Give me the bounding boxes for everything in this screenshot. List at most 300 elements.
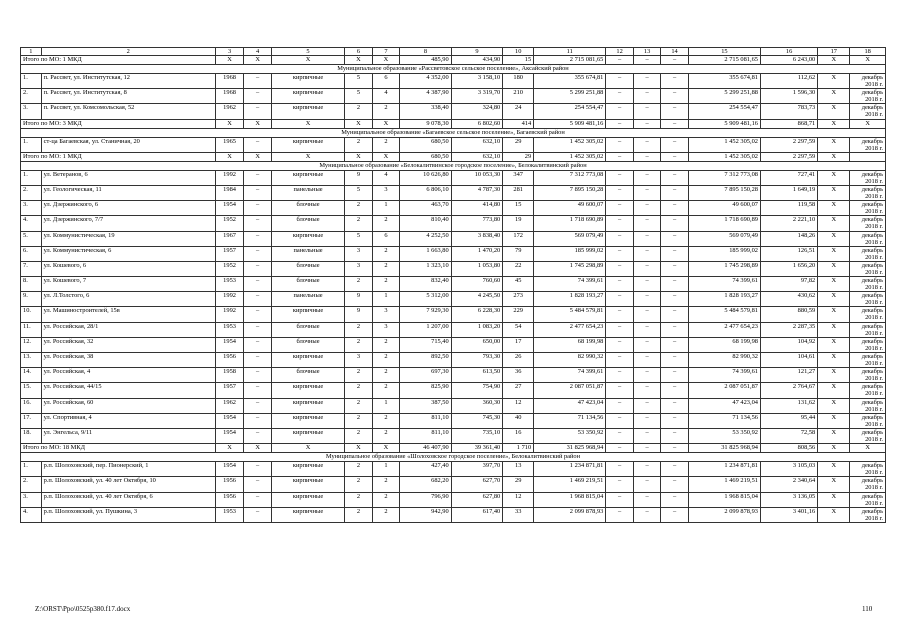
cost-regional: – [633,462,660,477]
floors: 2 [345,477,372,492]
building-row [21,137,886,152]
address: ул. Российская, 38 [41,353,215,368]
total-cell: 808,56 [760,444,817,453]
completion-date: декабрь 2018 г. [850,368,886,383]
year-built: 1992 [215,292,244,307]
residents: 347 [503,170,534,185]
cost-owners: 569 079,49 [688,231,760,246]
cost-regional: – [633,185,660,200]
total-cost: 254 554,47 [534,104,606,119]
total-area: 1 323,10 [400,261,452,276]
cost-federal: – [606,231,633,246]
entrances: 1 [372,292,399,307]
completion-date: декабрь 2018 г. [850,492,886,507]
row-number: 15. [21,383,42,398]
limit-cost: X [818,383,850,398]
total-area: 796,90 [400,492,452,507]
cost-per-sqm: 880,59 [760,307,817,322]
residential-area: 10 053,30 [451,170,503,185]
total-area: 4 352,00 [400,74,452,89]
municipality-section-row [21,453,886,462]
column-number: 1 [21,48,42,56]
cost-owners: 1 452 305,02 [688,137,760,152]
building-row [21,507,886,522]
residents: 29 [503,477,534,492]
year-built: 1953 [215,507,244,522]
cost-local: – [661,89,688,104]
cost-per-sqm: 2 764,67 [760,383,817,398]
cost-federal: – [606,104,633,119]
cost-per-sqm: 2 221,10 [760,216,817,231]
completion-date: декабрь 2018 г. [850,307,886,322]
entrances: 2 [372,507,399,522]
residents: 273 [503,292,534,307]
building-row [21,261,886,276]
cost-local: – [661,477,688,492]
wall-material: кирпичные [271,74,344,89]
cost-regional: – [633,261,660,276]
row-number: 9. [21,292,42,307]
year-commissioned: – [244,74,271,89]
wall-material: блочные [271,322,344,337]
wall-material: блочные [271,216,344,231]
cost-local: – [661,292,688,307]
year-built: 1967 [215,231,244,246]
cost-federal: – [606,74,633,89]
residents: 45 [503,277,534,292]
cost-owners: 185 999,02 [688,246,760,261]
cost-federal: – [606,462,633,477]
entrances: 1 [372,398,399,413]
residents: 210 [503,89,534,104]
total-cell: X [345,56,372,65]
cost-per-sqm: 95,44 [760,413,817,428]
building-row [21,185,886,200]
total-cost: 2 099 878,93 [534,507,606,522]
building-row [21,307,886,322]
completion-date: декабрь 2018 г. [850,462,886,477]
year-commissioned: – [244,89,271,104]
cost-per-sqm: 119,58 [760,201,817,216]
column-number: 13 [633,48,660,56]
year-commissioned: – [244,307,271,322]
cost-owners: 2 099 878,93 [688,507,760,522]
total-area: 463,70 [400,201,452,216]
limit-cost: X [818,322,850,337]
address: ул. Дзержинского, 7/7 [41,216,215,231]
residential-area: 397,70 [451,462,503,477]
total-cell: 868,71 [760,119,817,128]
limit-cost: X [818,185,850,200]
year-built: 1954 [215,428,244,443]
completion-date: декабрь 2018 г. [850,428,886,443]
completion-date: декабрь 2018 г. [850,170,886,185]
cost-federal: – [606,398,633,413]
total-cell: X [271,119,344,128]
cost-owners: 53 350,92 [688,428,760,443]
cost-per-sqm: 1 656,20 [760,261,817,276]
address: ул. Ветеранов, 6 [41,170,215,185]
total-label: Итого по МО: 1 МКД [21,152,216,161]
floors: 2 [345,322,372,337]
residents: 33 [503,507,534,522]
total-cell: 1 452 305,02 [534,152,606,161]
building-row [21,353,886,368]
building-row [21,74,886,89]
wall-material: кирпичные [271,477,344,492]
building-row [21,398,886,413]
residential-area: 735,10 [451,428,503,443]
residential-area: 613,50 [451,368,503,383]
cost-regional: – [633,413,660,428]
row-number: 11. [21,322,42,337]
cost-per-sqm: 430,62 [760,292,817,307]
total-area: 697,30 [400,368,452,383]
cost-federal: – [606,492,633,507]
total-cell: 414 [503,119,534,128]
year-commissioned: – [244,337,271,352]
residential-area: 4 245,50 [451,292,503,307]
residents: 172 [503,231,534,246]
wall-material: блочные [271,368,344,383]
building-row [21,246,886,261]
cost-federal: – [606,428,633,443]
cost-local: – [661,137,688,152]
completion-date: декабрь 2018 г. [850,292,886,307]
building-row [21,477,886,492]
municipality-title: Муниципальное образование «Багаевское сельское поселение», Багаевский район [21,128,886,137]
wall-material: блочные [271,201,344,216]
page-number: 110 [862,605,873,613]
municipality-title: Муниципальное образование «Белокалитвинское городское поселение», Белокалитвинский район [21,161,886,170]
total-cost: 47 423,04 [534,398,606,413]
total-cell: 31 825 968,94 [534,444,606,453]
floors: 3 [345,246,372,261]
total-cell: 1 452 305,02 [688,152,760,161]
entrances: 2 [372,137,399,152]
cost-owners: 47 423,04 [688,398,760,413]
total-cost: 82 990,32 [534,353,606,368]
total-area: 680,50 [400,137,452,152]
total-cost: 1 968 815,04 [534,492,606,507]
total-cell: – [606,119,633,128]
limit-cost: X [818,170,850,185]
year-commissioned: – [244,428,271,443]
column-number: 6 [345,48,372,56]
limit-cost: X [818,74,850,89]
residential-area: 414,80 [451,201,503,216]
total-area: 942,90 [400,507,452,522]
cost-owners: 2 477 654,23 [688,322,760,337]
wall-material: кирпичные [271,413,344,428]
cost-per-sqm: 1 649,19 [760,185,817,200]
completion-date: декабрь 2018 г. [850,353,886,368]
floors: 9 [345,170,372,185]
total-cell: 5 909 481,16 [534,119,606,128]
floors: 2 [345,137,372,152]
year-commissioned: – [244,492,271,507]
year-commissioned: – [244,462,271,477]
total-area: 715,40 [400,337,452,352]
floors: 5 [345,74,372,89]
total-cell: X [271,152,344,161]
completion-date: декабрь 2018 г. [850,507,886,522]
column-number: 11 [534,48,606,56]
total-cell: X [215,56,244,65]
cost-regional: – [633,353,660,368]
cost-regional: – [633,428,660,443]
building-row [21,337,886,352]
completion-date: декабрь 2018 г. [850,89,886,104]
cost-per-sqm: 3 136,05 [760,492,817,507]
cost-per-sqm: 2 297,59 [760,137,817,152]
total-cell: X [818,119,850,128]
cost-local: – [661,170,688,185]
housing-repair-table [20,47,886,523]
total-cell: 6 802,60 [451,119,503,128]
building-row [21,201,886,216]
cost-regional: – [633,507,660,522]
cost-federal: – [606,337,633,352]
residents: 79 [503,246,534,261]
wall-material: блочные [271,261,344,276]
limit-cost: X [818,477,850,492]
cost-federal: – [606,185,633,200]
cost-federal: – [606,322,633,337]
cost-local: – [661,337,688,352]
residents: 281 [503,185,534,200]
total-cell: – [661,152,688,161]
building-row [21,170,886,185]
building-row [21,368,886,383]
residents: 229 [503,307,534,322]
year-built: 1956 [215,492,244,507]
year-built: 1958 [215,368,244,383]
year-built: 1962 [215,104,244,119]
column-number: 18 [850,48,886,56]
municipality-title: Муниципальное образование «Рассветовское сельское поселение», Аксайский район [21,65,886,74]
completion-date: декабрь 2018 г. [850,277,886,292]
limit-cost: X [818,137,850,152]
cost-per-sqm: 97,82 [760,277,817,292]
building-row [21,428,886,443]
entrances: 3 [372,307,399,322]
residential-area: 3 319,70 [451,89,503,104]
column-number: 8 [400,48,452,56]
year-built: 1952 [215,216,244,231]
total-label: Итого по МО: 18 МКД [21,444,216,453]
cost-owners: 49 600,07 [688,201,760,216]
cost-local: – [661,507,688,522]
total-cost: 74 399,61 [534,368,606,383]
wall-material: кирпичные [271,307,344,322]
limit-cost: X [818,216,850,231]
total-cell: 485,90 [400,56,452,65]
total-cell [850,152,886,161]
address: ул. Кошевого, 7 [41,277,215,292]
address: п. Рассвет, ул. Институтская, 8 [41,89,215,104]
limit-cost: X [818,104,850,119]
total-cell: 9 078,30 [400,119,452,128]
wall-material: кирпичные [271,507,344,522]
cost-owners: 1 828 193,27 [688,292,760,307]
address: р.п. Шолоховский, ул. 40 лет Октября, 6 [41,492,215,507]
completion-date: декабрь 2018 г. [850,322,886,337]
column-number: 9 [451,48,503,56]
year-built: 1968 [215,74,244,89]
row-number: 8. [21,277,42,292]
total-cost: 7 895 150,28 [534,185,606,200]
row-number: 2. [21,477,42,492]
year-commissioned: – [244,292,271,307]
limit-cost: X [818,337,850,352]
cost-federal: – [606,507,633,522]
cost-regional: – [633,201,660,216]
cost-regional: – [633,322,660,337]
residential-area: 793,30 [451,353,503,368]
column-number: 3 [215,48,244,56]
year-built: 1953 [215,277,244,292]
entrances: 2 [372,492,399,507]
cost-federal: – [606,368,633,383]
cost-federal: – [606,307,633,322]
cost-owners: 5 299 251,88 [688,89,760,104]
cost-local: – [661,492,688,507]
total-area: 892,50 [400,353,452,368]
address: ул. Энгельса, 9/11 [41,428,215,443]
cost-per-sqm: 2 340,64 [760,477,817,492]
total-cell: X [244,444,271,453]
total-cell: 2 297,59 [760,152,817,161]
municipality-total-row [21,119,886,128]
cost-local: – [661,74,688,89]
cost-per-sqm: 783,73 [760,104,817,119]
total-cell: – [661,119,688,128]
total-area: 387,50 [400,398,452,413]
wall-material: блочные [271,277,344,292]
residential-area: 1 470,20 [451,246,503,261]
cost-owners: 5 484 579,81 [688,307,760,322]
total-cost: 5 484 579,81 [534,307,606,322]
year-built: 1954 [215,413,244,428]
building-row [21,277,886,292]
limit-cost: X [818,492,850,507]
entrances: 2 [372,261,399,276]
total-cost: 74 399,61 [534,277,606,292]
year-built: 1992 [215,170,244,185]
total-cost: 49 600,07 [534,201,606,216]
total-cost: 1 469 219,51 [534,477,606,492]
year-commissioned: – [244,353,271,368]
floors: 3 [345,353,372,368]
residential-area: 745,30 [451,413,503,428]
year-built: 1954 [215,337,244,352]
row-number: 6. [21,246,42,261]
residential-area: 3 838,40 [451,231,503,246]
wall-material: кирпичные [271,170,344,185]
cost-owners: 1 745 298,89 [688,261,760,276]
cost-local: – [661,398,688,413]
total-cost: 355 674,81 [534,74,606,89]
cost-federal: – [606,137,633,152]
completion-date: декабрь 2018 г. [850,137,886,152]
total-cost: 569 079,49 [534,231,606,246]
wall-material: панельные [271,292,344,307]
total-cell: X [850,56,886,65]
entrances: 2 [372,246,399,261]
cost-regional: – [633,307,660,322]
total-cell: X [372,119,399,128]
total-cell: – [633,119,660,128]
completion-date: декабрь 2018 г. [850,216,886,231]
entrances: 2 [372,383,399,398]
limit-cost: X [818,261,850,276]
cost-per-sqm: 104,92 [760,337,817,352]
residents: 40 [503,413,534,428]
address: р.п. Шолоховский, ул. 40 лет Октября, 10 [41,477,215,492]
total-cell: 29 [503,152,534,161]
building-row [21,322,886,337]
cost-owners: 74 399,61 [688,368,760,383]
cost-per-sqm: 126,51 [760,246,817,261]
residents: 12 [503,398,534,413]
year-commissioned: – [244,398,271,413]
residents: 17 [503,337,534,352]
total-cell: – [633,444,660,453]
building-row [21,216,886,231]
column-number: 15 [688,48,760,56]
total-cell: 2 715 081,65 [688,56,760,65]
wall-material: кирпичные [271,462,344,477]
floors: 2 [345,337,372,352]
total-cost: 68 199,98 [534,337,606,352]
row-number: 17. [21,413,42,428]
completion-date: декабрь 2018 г. [850,261,886,276]
cost-owners: 1 469 219,51 [688,477,760,492]
floors: 9 [345,307,372,322]
building-row [21,231,886,246]
column-number: 5 [271,48,344,56]
cost-regional: – [633,216,660,231]
cost-regional: – [633,104,660,119]
cost-owners: 68 199,98 [688,337,760,352]
row-number: 14. [21,368,42,383]
row-number: 4. [21,507,42,522]
total-cell: X [244,152,271,161]
address: ул. Российская, 28/1 [41,322,215,337]
municipality-total-row [21,444,886,453]
cost-owners: 1 234 871,81 [688,462,760,477]
year-commissioned: – [244,170,271,185]
address: ул. Российская, 44/15 [41,383,215,398]
residents: 12 [503,492,534,507]
cost-regional: – [633,383,660,398]
total-cost: 1 828 193,27 [534,292,606,307]
cost-owners: 1 968 815,04 [688,492,760,507]
total-label: Итого по МО: 3 МКД [21,119,216,128]
residential-area: 650,00 [451,337,503,352]
column-number: 17 [818,48,850,56]
total-cell: 632,10 [451,152,503,161]
row-number: 2. [21,89,42,104]
column-number-row [21,48,886,56]
floors: 2 [345,383,372,398]
total-area: 4 252,50 [400,231,452,246]
total-cell: 434,90 [451,56,503,65]
completion-date: декабрь 2018 г. [850,413,886,428]
address: п. Рассвет, ул. Комсомольская, 52 [41,104,215,119]
cost-owners: 1 718 690,89 [688,216,760,231]
